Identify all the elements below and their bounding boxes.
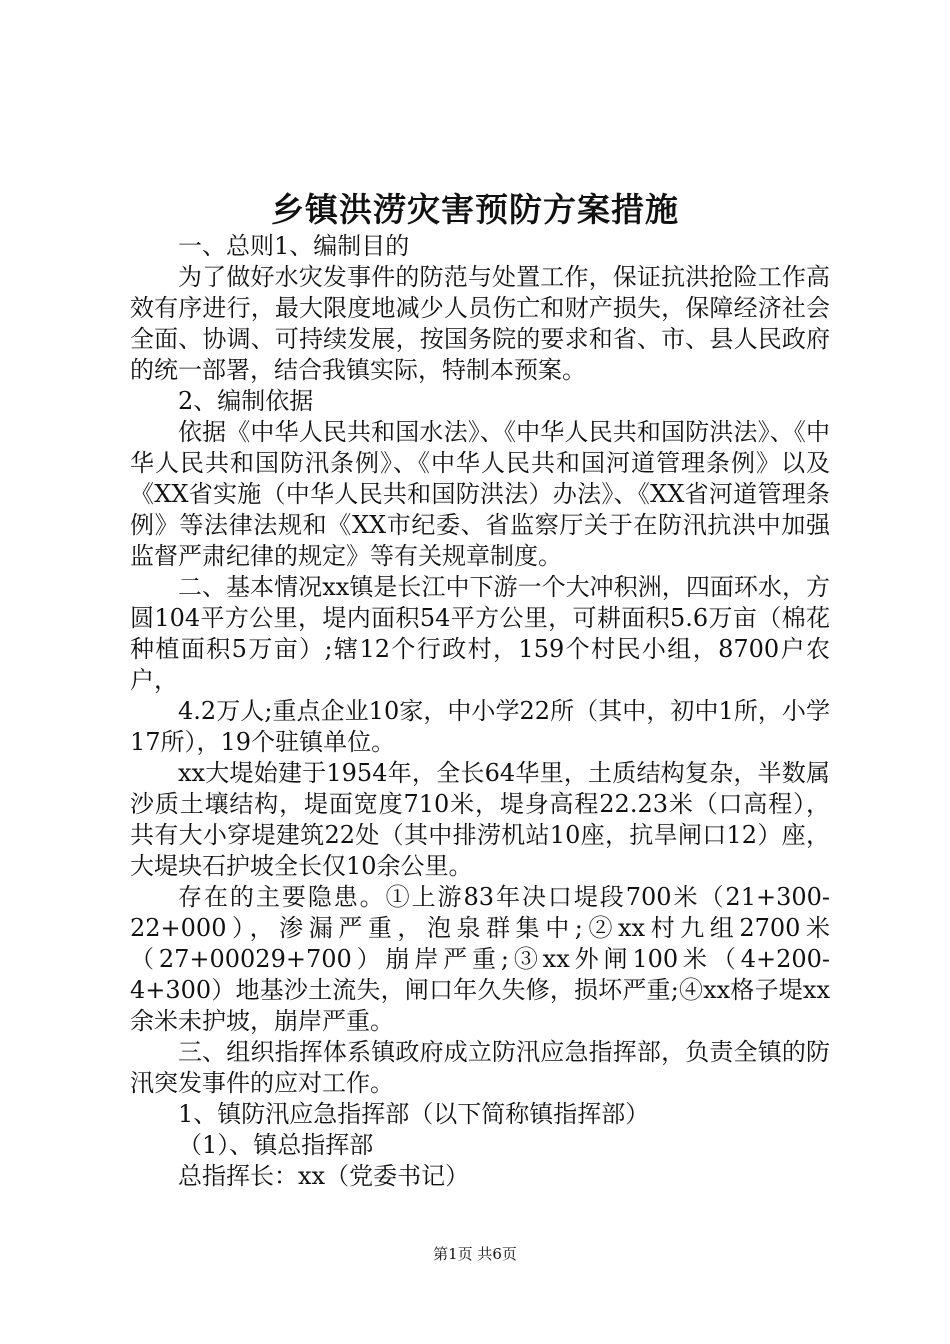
document-body [130, 231, 830, 1192]
paragraph-hazards: 存在的主要隐患。①上游83年决口堤段700米（21+300-22+000），渗漏严重，泡泉群集中;②xx村九组2700米（27+00029+700）崩岸严重;③xx外闸100米（4+200-4+300）地基沙土流失，闸口年久失修，损坏严重;④xx格子堤xx余米未护坡，崩岸严重。 [130, 883, 830, 1035]
document-title: 乡镇洪涝灾害预防方案措施 [271, 190, 679, 229]
subheading-command-hq: 1、镇防汛应急指挥部（以下简称镇指挥部） [178, 1100, 650, 1128]
paragraph-purpose: 为了做好水灾发事件的防范与处置工作，保证抗洪抢险工作高效有序进行，最大限度地减少人员伤亡和财产损失，保障经济社会全面、协调、可持续发展，按国务院的要求和省、市、县人民政府的统一部署，结合我镇实际，特制本预案。 [130, 263, 830, 384]
subheading-general-command: （1）、镇总指挥部 [178, 1131, 374, 1159]
section-heading-general: 一、总则1、编制目的 [178, 232, 410, 260]
section-heading-basic-situation: 二、基本情况xx镇是长江中下游一个大冲积洲，四面环水，方圆104平方公里，堤内面积54平方公里，可耕面积5.6万亩（棉花种植面积5万亩）;辖12个行政村，159个村民小组，8700户农户， [130, 573, 830, 694]
section-heading-command: 三、组织指挥体系镇政府成立防汛应急指挥部，负责全镇的防汛突发事件的应对工作。 [130, 1038, 830, 1097]
paragraph-population: 4.2万人;重点企业10家，中小学22所（其中，初中1所，小学17所），19个驻镇单位。 [130, 697, 830, 756]
paragraph-levee: xx大堤始建于1954年，全长64华里，土质结构复杂，半数属沙质土壤结构，堤面宽度710米，堤身高程22.23米（口高程），共有大小穿堤建筑22处（其中排涝机站10座，抗旱闸口12）座，大堤块石护坡全长仅10余公里。 [130, 759, 830, 880]
paragraph-basis: 依据《中华人民共和国水法》、《中华人民共和国防洪法》、《中华人民共和国防汛条例》、《中华人民共和国河道管理条例》以及《XX省实施（中华人民共和国防洪法）办法》、《XX省河道管理条例》等法律法规和《XX市纪委、省监察厅关于在防汛抗洪中加强监督严肃纪律的规定》等有关规章制度。 [130, 418, 830, 570]
page-footer: 第1页 共6页 [433, 1245, 517, 1263]
subheading-basis: 2、编制依据 [178, 387, 314, 415]
paragraph-commander: 总指挥长：xx（党委书记） [178, 1162, 470, 1190]
